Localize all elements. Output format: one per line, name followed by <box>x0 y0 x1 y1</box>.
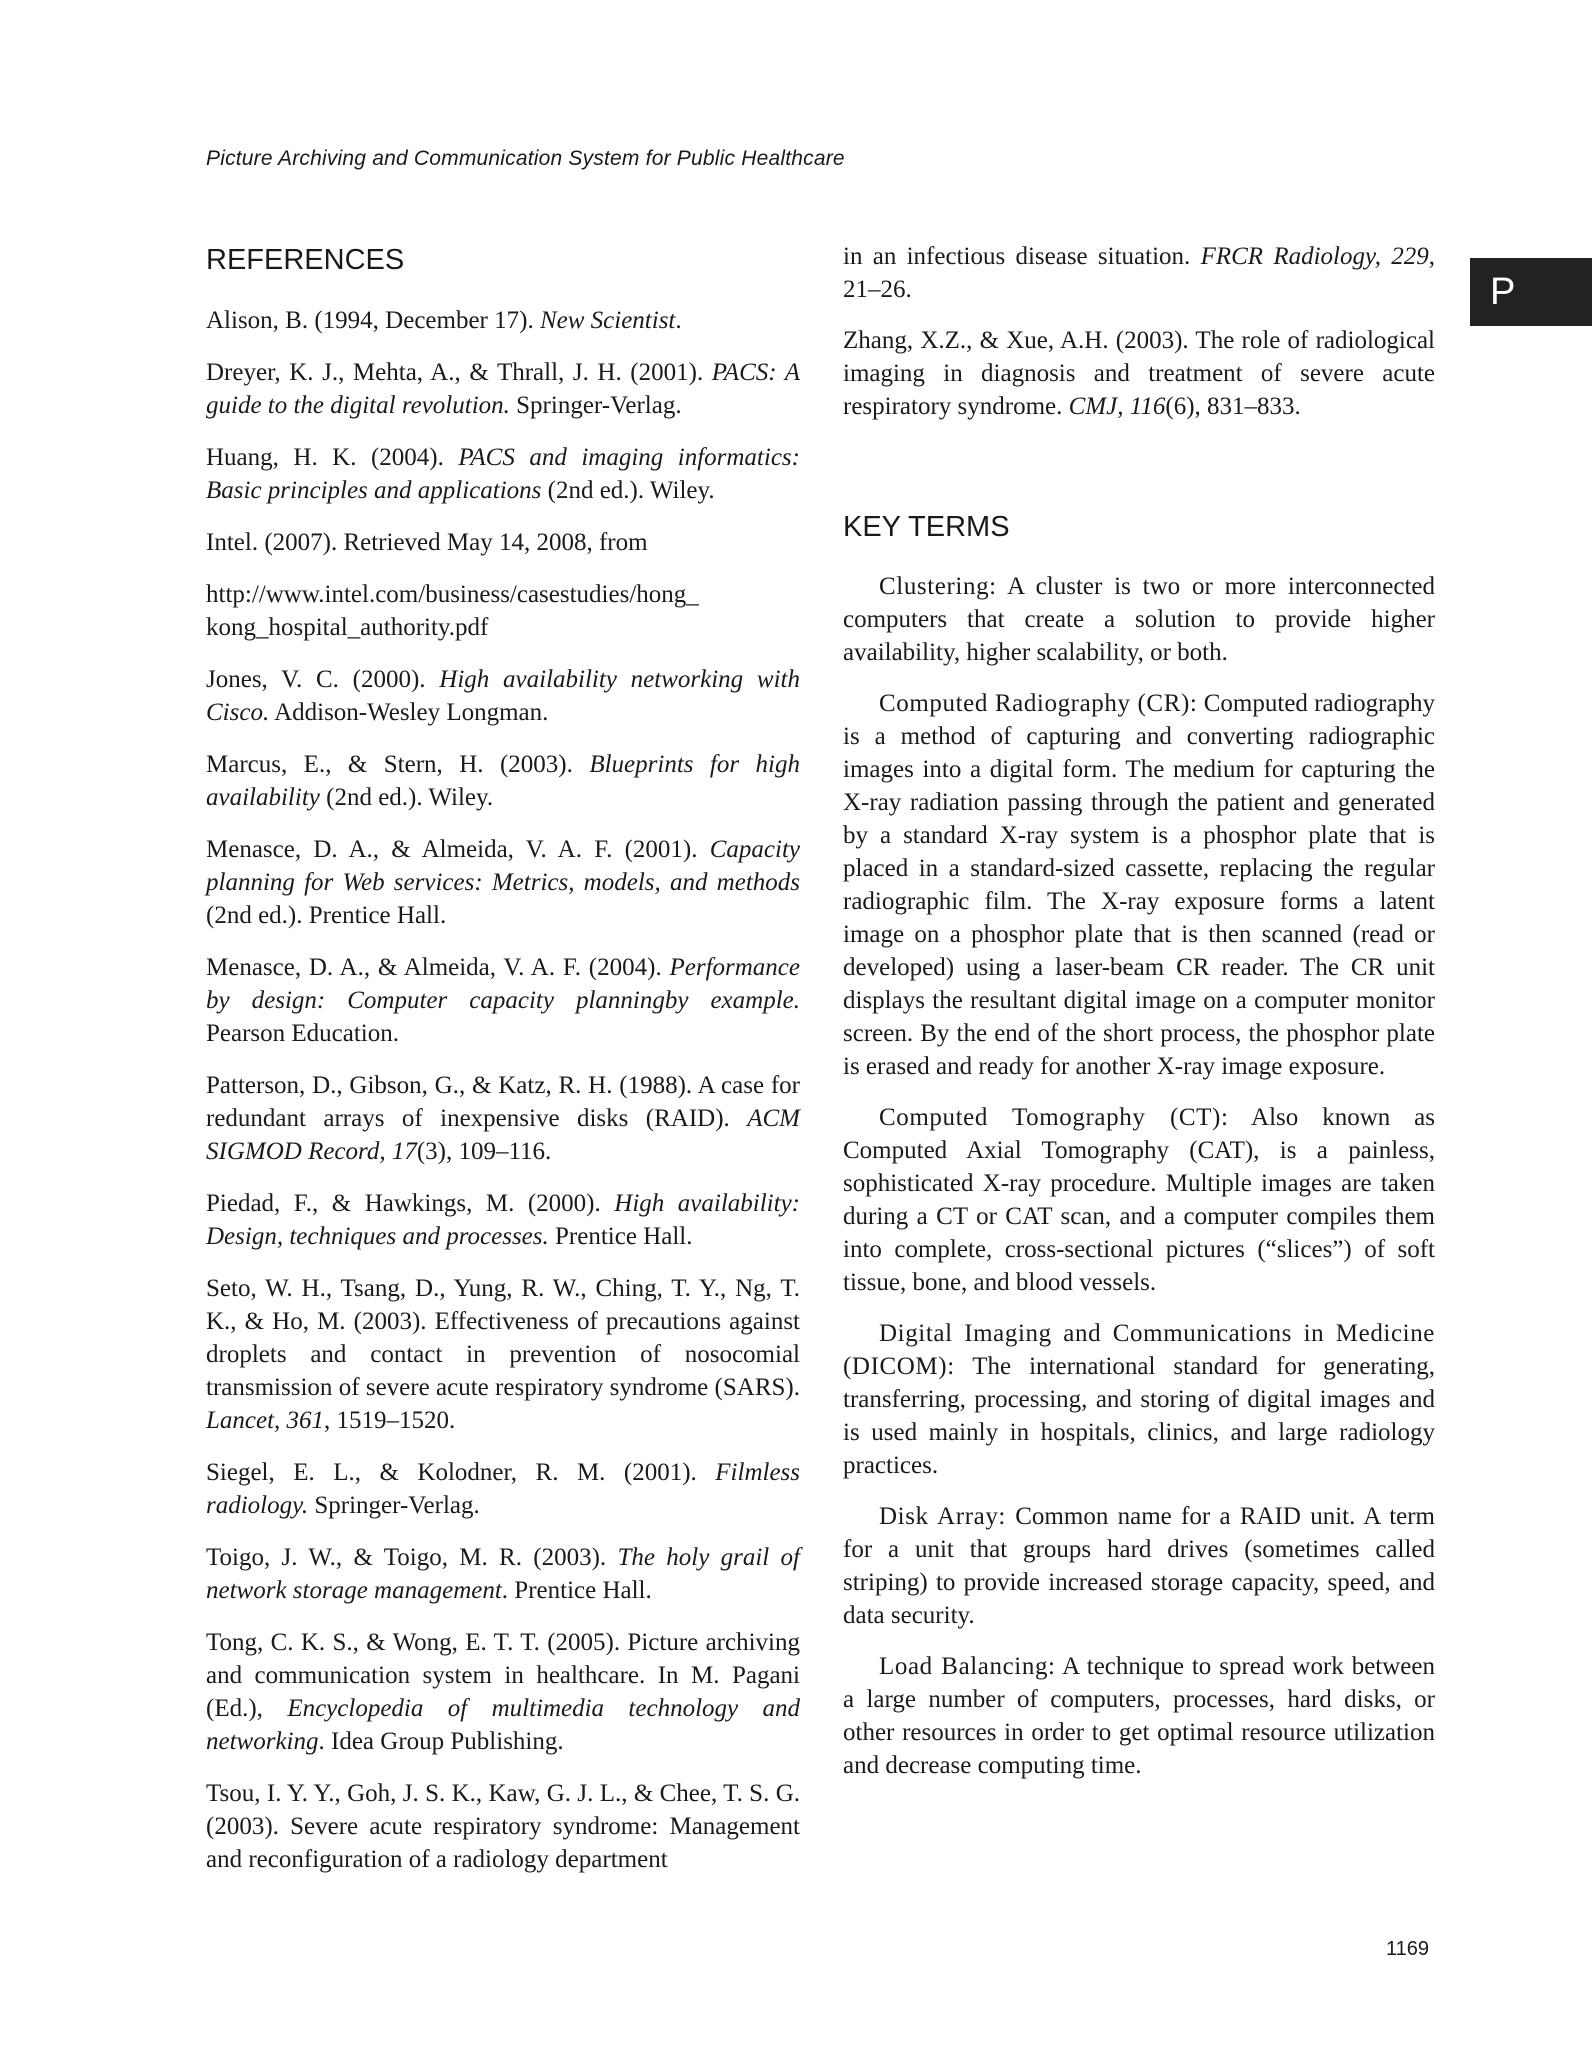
reference-entry <box>206 578 800 644</box>
reference-text: (2nd ed.). Wiley. <box>319 784 494 811</box>
reference-text: Prentice Hall. <box>548 1223 693 1250</box>
reference-entry <box>206 526 800 559</box>
reference-text: Springer-Verlag. <box>509 392 682 419</box>
reference-title: The holy grail of network storage management <box>206 1544 800 1604</box>
reference-title: FRCR Radiology, 229 <box>1200 243 1429 270</box>
reference-title: High availability: Design, techniques and processes. <box>206 1190 800 1250</box>
key-term-name: Clustering: <box>879 573 997 600</box>
key-term-name: Load Balancing: <box>879 1653 1056 1680</box>
page-number: 1169 <box>1386 1938 1430 1960</box>
reference-title: Lancet, 361 <box>206 1407 325 1434</box>
key-term-definition: A technique to spread work between a large number of computers, processes, hard disks, or other resources in order to get optimal resource utilization and decrease computing time. <box>843 1653 1436 1779</box>
reference-text: Menasce, D. A., & Almeida, V. A. F. (2001). <box>206 836 710 863</box>
thumb-index-tab: P <box>1470 258 1592 326</box>
reference-text: , 1519–1520. <box>324 1407 456 1434</box>
reference-entry <box>206 356 800 422</box>
reference-entry <box>206 1272 800 1437</box>
reference-text: Dreyer, K. J., Mehta, A., & Thrall, J. H. (2001). <box>206 359 712 386</box>
reference-text: Springer-Verlag. <box>308 1492 480 1519</box>
reference-entry <box>206 833 800 932</box>
key-term-name: Digital Imaging and Communications in Medicine (DICOM): <box>843 1320 1435 1380</box>
left-column <box>206 240 800 1895</box>
reference-text: Intel. (2007). Retrieved May 14, 2008, from <box>206 529 648 556</box>
reference-text: . <box>675 307 682 334</box>
reference-text: Tsou, I. Y. Y., Goh, J. S. K., Kaw, G. J. L., & Chee, T. S. G. (2003). Severe acute respiratory syndrome: Management and reconfiguration of a radiology department <box>206 1780 800 1873</box>
reference-entry <box>206 1187 800 1253</box>
running-header: Picture Archiving and Communication System for Public Healthcare <box>206 147 845 170</box>
reference-entry <box>206 1456 800 1522</box>
key-term-definition: Common name for a RAID unit. A term for a unit that groups hard drives (sometimes called striping) to provide increased storage capacity, speed, and data security. <box>843 1503 1436 1629</box>
key-term-entry <box>843 1101 1435 1299</box>
reference-title: Capacity planning for Web services: Metrics, models, and methods <box>206 836 800 896</box>
reference-text: http://www.intel.com/business/casestudies/hong_ kong_hospital_authority.pdf <box>206 581 699 641</box>
reference-text: Seto, W. H., Tsang, D., Yung, R. W., Ching, T. Y., Ng, T. K., & Ho, M. (2003). Effectiveness of precautions against droplets and contact in prevention of nosocomial transmission of severe acute respiratory syndrome (SARS). <box>206 1275 800 1401</box>
reference-title: Encyclopedia of multimedia technology and networking <box>206 1695 800 1755</box>
reference-text: (6), 831–833. <box>1165 393 1301 420</box>
reference-text: Huang, H. K. (2004). <box>206 444 459 471</box>
references-heading: REFERENCES <box>206 244 405 276</box>
reference-entry <box>843 324 1435 423</box>
references-continued <box>843 240 1435 423</box>
key-terms-heading: KEY TERMS <box>843 511 1010 543</box>
reference-title: ACM SIGMOD Record, 17 <box>206 1105 800 1165</box>
reference-text: in an infectious disease situation. <box>843 243 1201 270</box>
reference-text: Menasce, D. A., & Almeida, V. A. F. (2004). <box>206 954 670 981</box>
reference-text: (2nd ed.). Wiley. <box>541 477 715 504</box>
key-term-entry <box>843 570 1435 669</box>
reference-text: (3), 109–116. <box>416 1138 552 1165</box>
reference-text: Addison-Wesley Longman. <box>269 699 549 726</box>
reference-entry <box>206 1777 800 1876</box>
reference-title: CMJ, 116 <box>1068 393 1166 420</box>
key-term-definition: Also known as Computed Axial Tomography (CAT), is a painless, sophisticated X-ray procedure. Multiple images are taken during a CT or CAT scan, and a computer compiles them into complete, cross-sectional pictures (“slices”) of soft tissue, bone, and blood vessels. <box>843 1104 1435 1296</box>
reference-title: PACS: A guide to the digital revolution. <box>206 359 800 419</box>
key-term-name: Disk Array: <box>879 1503 1006 1530</box>
key-terms-list <box>843 570 1435 1782</box>
reference-entry <box>206 1541 800 1607</box>
right-column <box>843 240 1435 1800</box>
key-term-entry <box>843 1500 1435 1632</box>
key-term-definition: A cluster is two or more interconnected computers that create a solution to provide higher availability, higher scalability, or both. <box>843 573 1435 666</box>
reference-title: PACS and imaging informatics: Basic principles and applications <box>206 444 800 504</box>
reference-text: Alison, B. (1994, December 17). <box>206 307 540 334</box>
reference-text: (2nd ed.). Prentice Hall. <box>206 902 447 929</box>
reference-entry <box>206 1069 800 1168</box>
reference-title: Performance by design: Computer capacity planningby example. <box>206 954 800 1014</box>
reference-title: New Scientist <box>539 307 676 334</box>
reference-text: Piedad, F., & Hawkings, M. (2000). <box>206 1190 615 1217</box>
reference-entry <box>206 951 800 1050</box>
reference-text: Jones, V. C. (2000). <box>206 666 440 693</box>
key-term-definition: The international standard for generating, transferring, processing, and storing of digital images and is used mainly in hospitals, clinics, and large radiology practices. <box>843 1353 1435 1479</box>
key-term-name: Computed Tomography (CT): <box>879 1104 1229 1131</box>
key-term-entry <box>843 1317 1435 1482</box>
key-term-definition: Computed radiography is a method of capturing and converting radiographic images into a digital form. The medium for capturing the X-ray radiation passing through the patient and generated by a standard X-ray system is a phosphor plate that is placed in a standard-sized cassette, replacing the regular radiographic film. The X-ray exposure forms a latent image on a phosphor plate that is then scanned (read or developed) using a laser-beam CR reader. The CR unit displays the resultant digital image on a computer monitor screen. By the end of the short process, the phosphor plate is erased and ready for another X-ray image exposure. <box>843 690 1435 1080</box>
references-list <box>206 304 800 1876</box>
reference-title: High availability networking with Cisco. <box>206 666 800 726</box>
key-term-name: Computed Radiography (CR): <box>879 690 1198 717</box>
reference-text: Zhang, X.Z., & Xue, A.H. (2003). The role of radiological imaging in diagnosis and treatment of severe acute respiratory syndrome. <box>843 327 1435 420</box>
reference-text: Pearson Education. <box>206 1020 400 1047</box>
reference-entry <box>206 304 800 337</box>
reference-text: Marcus, E., & Stern, H. (2003). <box>206 751 590 778</box>
key-term-entry <box>843 1650 1435 1782</box>
reference-title: Filmless radiology. <box>206 1459 800 1519</box>
reference-title: Blueprints for high availability <box>206 751 800 811</box>
reference-entry <box>206 441 800 507</box>
reference-text: Siegel, E. L., & Kolodner, R. M. (2001). <box>206 1459 716 1486</box>
reference-text: . Idea Group Publishing. <box>318 1728 564 1755</box>
reference-text: Tong, C. K. S., & Wong, E. T. T. (2005). Picture archiving and communication system in healthcare. In M. Pagani (Ed.), <box>206 1629 800 1722</box>
reference-entry <box>206 1626 800 1758</box>
reference-text: , 21–26. <box>843 243 1435 303</box>
reference-entry <box>843 240 1435 306</box>
reference-entry <box>206 663 800 729</box>
reference-text: Patterson, D., Gibson, G., & Katz, R. H. (1988). A case for redundant arrays of inexpensive disks (RAID). <box>206 1072 800 1132</box>
key-term-entry <box>843 687 1435 1083</box>
reference-entry <box>206 748 800 814</box>
reference-text: . Prentice Hall. <box>501 1577 652 1604</box>
reference-text: Toigo, J. W., & Toigo, M. R. (2003). <box>206 1544 618 1571</box>
